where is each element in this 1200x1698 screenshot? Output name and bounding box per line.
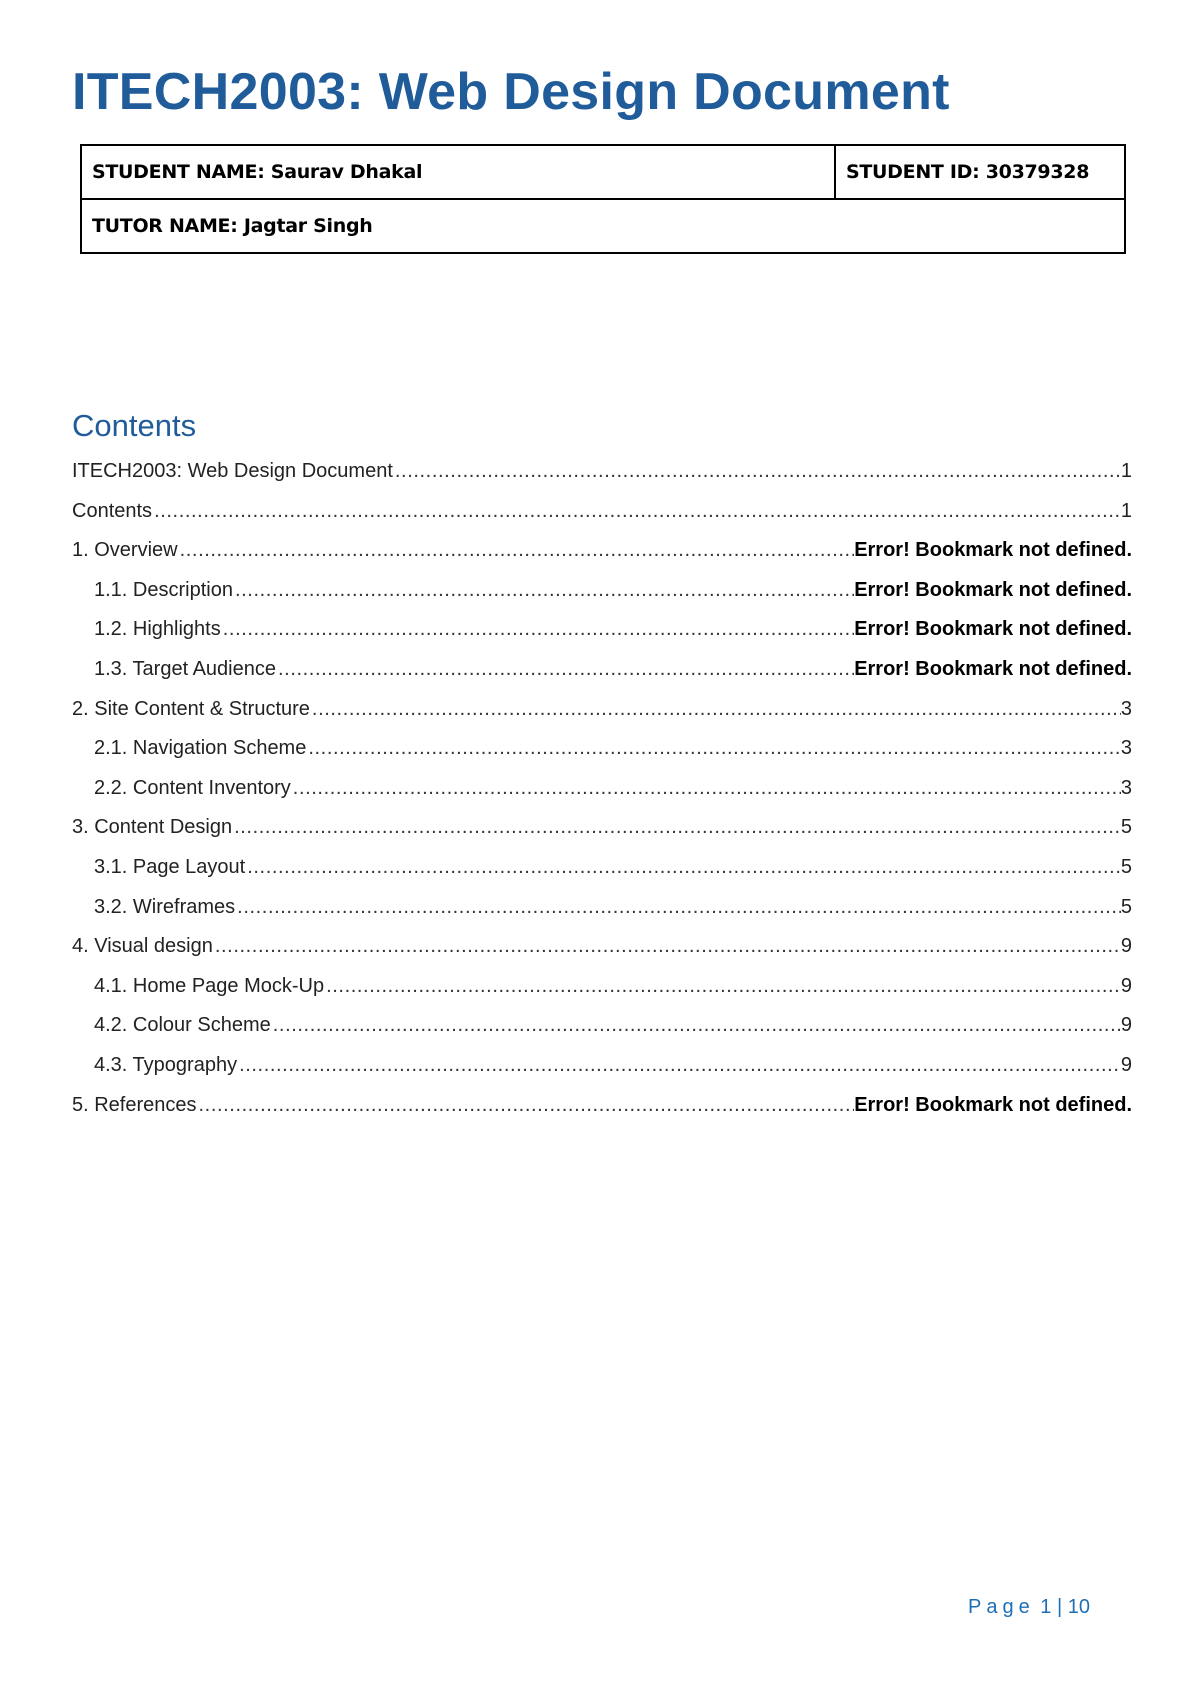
footer-total-pages: 10	[1067, 1596, 1090, 1618]
toc-entry-label: 2.1. Navigation Scheme	[94, 737, 307, 760]
toc-entry-page: 1	[1120, 499, 1132, 522]
toc-entry-page: Error! Bookmark not defined.	[854, 1093, 1132, 1116]
toc-entry[interactable]	[72, 856, 1132, 896]
footer-separator: |	[1056, 1596, 1063, 1618]
toc-dot-leader	[233, 579, 854, 602]
toc-entry-page: 5	[1120, 816, 1132, 839]
toc-entry[interactable]	[72, 579, 1132, 619]
toc-dot-leader	[306, 737, 1121, 760]
toc-entry-label: 4.1. Home Page Mock-Up	[94, 974, 325, 997]
toc-dot-leader	[197, 1094, 855, 1117]
toc-entry[interactable]	[72, 500, 1132, 540]
toc-entry-label: 2. Site Content & Structure	[72, 697, 310, 720]
toc-entry[interactable]	[72, 1014, 1132, 1054]
toc-entry[interactable]	[72, 658, 1132, 698]
student-info-row	[81, 145, 1125, 199]
toc-entry-page: 9	[1120, 1053, 1132, 1076]
student-info-table	[80, 144, 1126, 254]
toc-entry-page: 9	[1120, 935, 1132, 958]
toc-dot-leader	[310, 698, 1121, 721]
toc-dot-leader	[152, 500, 1121, 523]
toc-entry[interactable]	[72, 1094, 1132, 1134]
toc-dot-leader	[221, 618, 854, 641]
toc-entry-page: 1	[1120, 460, 1132, 482]
tutor-info-row	[81, 199, 1125, 253]
toc-entry-label: ITECH2003: Web Design Document	[72, 460, 393, 482]
toc-entry[interactable]	[72, 698, 1132, 738]
toc-entry-page: 5	[1120, 855, 1132, 878]
toc-entry[interactable]	[72, 618, 1132, 658]
toc-entry-label: Contents	[72, 499, 153, 522]
toc-entry-label: 1.2. Highlights	[94, 618, 221, 641]
toc-dot-leader	[178, 539, 855, 562]
tutor-name-cell: TUTOR NAME: Jagtar Singh	[81, 199, 1125, 253]
toc-entry-label: 1.3. Target Audience	[94, 657, 276, 680]
toc-entry-page: 3	[1120, 697, 1132, 720]
toc-dot-leader	[276, 658, 854, 681]
toc-entry[interactable]	[72, 460, 1132, 500]
toc-entry-page: Error! Bookmark not defined.	[854, 578, 1132, 601]
toc-entry-page: 3	[1120, 776, 1132, 799]
toc-dot-leader	[237, 1054, 1121, 1077]
toc-dot-leader	[393, 460, 1121, 483]
toc-entry-page: 5	[1120, 895, 1132, 918]
toc-entry[interactable]	[72, 737, 1132, 777]
table-of-contents	[72, 460, 1132, 1133]
toc-dot-leader	[324, 975, 1121, 998]
toc-entry-page: Error! Bookmark not defined.	[854, 618, 1132, 641]
page-footer	[968, 1596, 1090, 1619]
toc-entry[interactable]	[72, 935, 1132, 975]
toc-entry-label: 2.2. Content Inventory	[94, 776, 291, 799]
toc-entry-label: 4.3. Typography	[94, 1053, 238, 1076]
toc-entry-label: 1.1. Description	[94, 578, 233, 601]
student-name-cell: STUDENT NAME: Saurav Dhakal	[81, 145, 835, 199]
document-title: ITECH2003: Web Design Document	[72, 63, 950, 121]
toc-entry-page: Error! Bookmark not defined.	[854, 657, 1132, 680]
toc-dot-leader	[232, 816, 1121, 839]
toc-dot-leader	[271, 1014, 1121, 1037]
toc-entry-label: 3. Content Design	[72, 816, 233, 839]
contents-heading: Contents	[72, 408, 197, 443]
toc-entry-page: Error! Bookmark not defined.	[854, 539, 1132, 562]
toc-entry-page: 9	[1120, 1014, 1132, 1037]
toc-entry[interactable]	[72, 539, 1132, 579]
toc-entry-page: 3	[1120, 737, 1132, 760]
toc-entry[interactable]	[72, 1054, 1132, 1094]
toc-entry[interactable]	[72, 777, 1132, 817]
toc-entry[interactable]	[72, 816, 1132, 856]
toc-entry-label: 3.2. Wireframes	[94, 895, 236, 918]
toc-entry-label: 3.1. Page Layout	[94, 855, 246, 878]
toc-dot-leader	[235, 896, 1121, 919]
toc-entry-page: 9	[1120, 974, 1132, 997]
toc-entry-label: 4. Visual design	[72, 935, 213, 958]
toc-dot-leader	[291, 777, 1121, 800]
toc-dot-leader	[245, 856, 1121, 879]
toc-entry[interactable]	[72, 896, 1132, 936]
footer-page-number: 1	[1040, 1596, 1052, 1618]
toc-entry-label: 5. References	[72, 1093, 197, 1116]
student-id-cell: STUDENT ID: 30379328	[835, 145, 1125, 199]
toc-entry-label: 1. Overview	[72, 539, 178, 562]
toc-entry-label: 4.2. Colour Scheme	[94, 1014, 271, 1037]
toc-dot-leader	[213, 935, 1121, 958]
toc-entry[interactable]	[72, 975, 1132, 1015]
footer-page-word: Page	[968, 1596, 1035, 1618]
